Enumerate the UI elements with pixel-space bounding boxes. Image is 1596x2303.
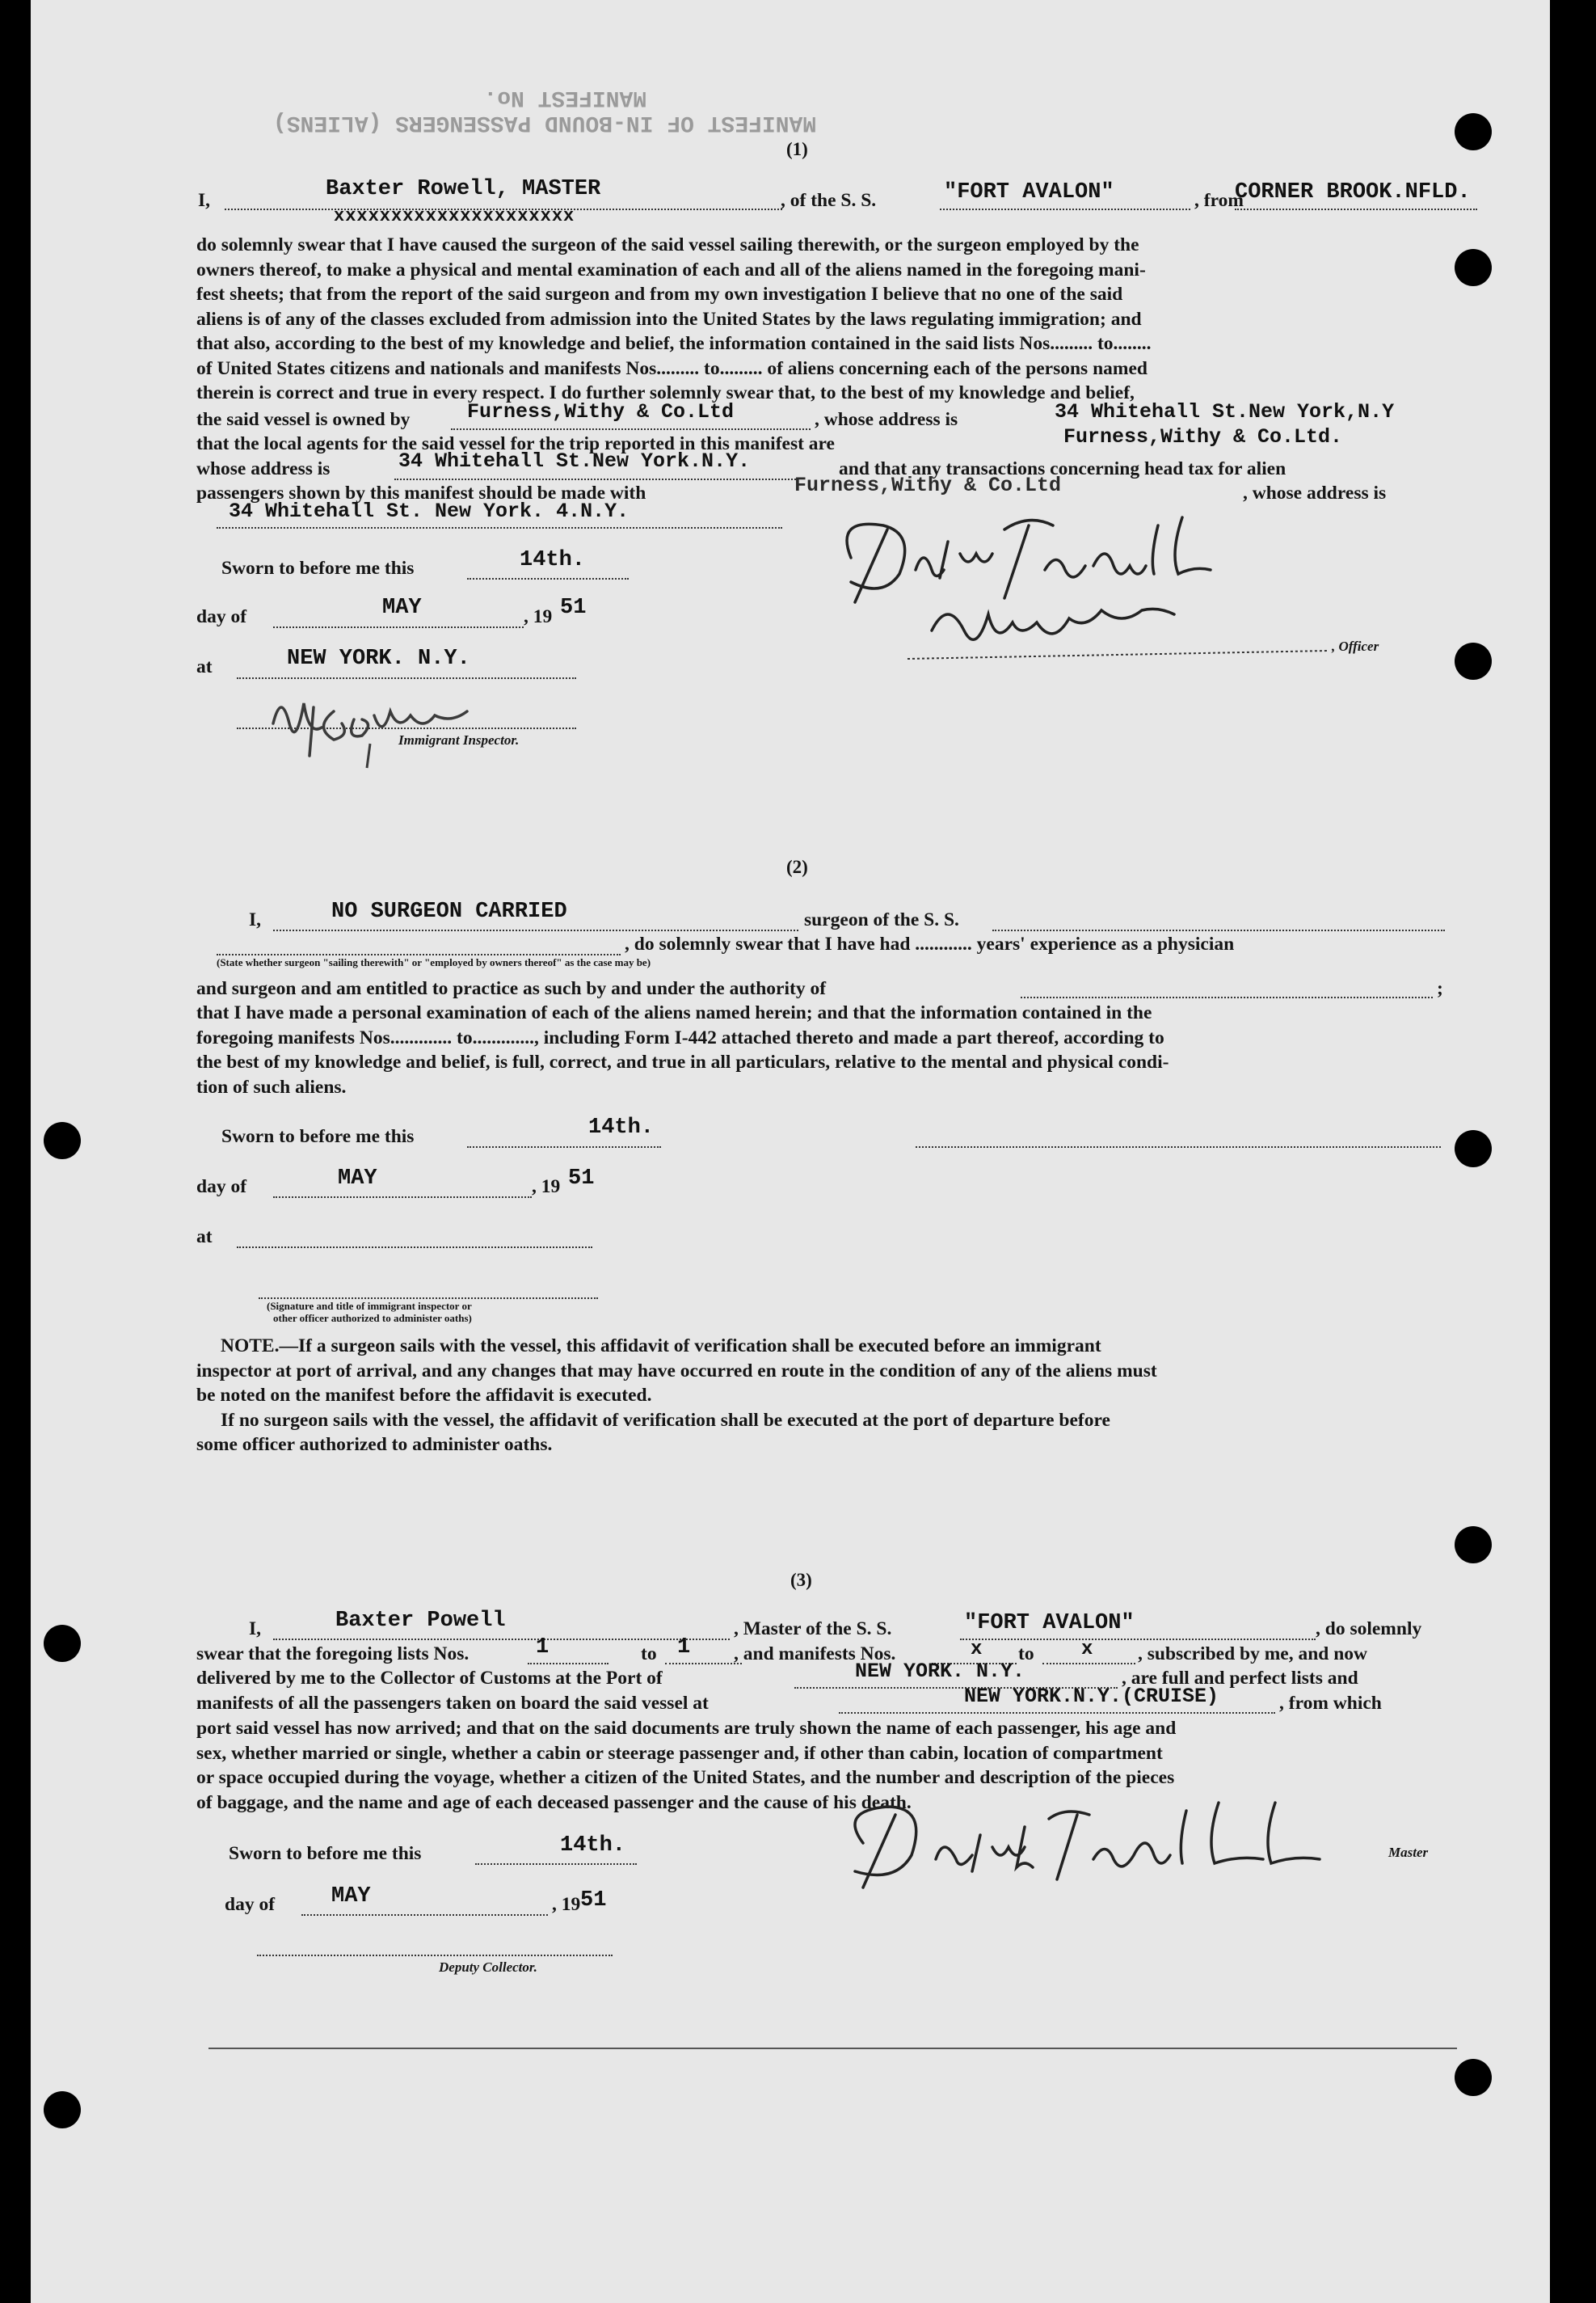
s1-port-line	[1235, 209, 1477, 210]
punch-hole	[1455, 643, 1492, 680]
s1-agents-pre: that the local agents for the said vessel for the trip reported in this manifest are	[196, 433, 835, 454]
master-signature	[786, 493, 1400, 679]
s3-year: 51	[580, 1888, 607, 1913]
s3-manifests-post: , from which	[1279, 1693, 1382, 1714]
s3-line: port said vessel has now arrived; and that on the said documents are truly shown the name of each passenger, his age and	[196, 1718, 1177, 1739]
s2-authority: and surgeon and am entitled to practice as such by and under the authority of	[196, 978, 827, 999]
s2-state-line	[217, 954, 621, 955]
s1-owned-pre: the said vessel is owned by	[196, 409, 411, 430]
s3-master-label: Master	[1388, 1845, 1429, 1860]
s3-name: Baxter Powell	[335, 1609, 506, 1633]
s2-line: the best of my knowledge and belief, is full, correct, and true in all particulars, relative to the mental and physical condi-	[196, 1052, 1169, 1073]
s3-sworn-day: 14th.	[560, 1833, 626, 1858]
s1-agents-addr-post: and that any transactions concerning head tax for alien	[839, 458, 1286, 479]
punch-hole	[1455, 113, 1492, 150]
s3-man-to-line	[1042, 1663, 1135, 1664]
s1-inspector-label: Immigrant Inspector.	[398, 732, 520, 748]
s3-swear-pre: swear that the foregoing lists Nos.	[196, 1643, 470, 1664]
s1-owner-address: 34 Whitehall St.New York,N.Y	[1055, 400, 1395, 424]
s2-year-prefix: , 19	[532, 1176, 561, 1197]
s2-sig-note-1: (Signature and title of immigrant inspector or	[267, 1300, 472, 1312]
s2-inspector-line	[259, 1297, 598, 1299]
section-3-number: (3)	[790, 1570, 812, 1590]
s2-line: that I have made a personal examination of each of the aliens named herein; and that the information contained in the	[196, 1002, 1152, 1023]
s1-at: at	[196, 656, 213, 677]
s3-delivered-pre: delivered by me to the Collector of Customs at the Port of	[196, 1668, 663, 1689]
s3-deputy-label: Deputy Collector.	[439, 1959, 537, 1975]
s1-owner: Furness,Withy & Co.Ltd	[467, 400, 735, 424]
s1-from: , from	[1194, 190, 1244, 211]
s3-ship: "FORT AVALON"	[964, 1611, 1135, 1635]
s2-state-note: (State whether surgeon "sailing therewith" or "employed by owners thereof" as the case may be)	[217, 956, 651, 968]
s2-ship-line	[992, 930, 1445, 931]
s1-of-ss: , of the S. S.	[781, 190, 877, 211]
s2-surgeon-line	[273, 930, 798, 931]
master-signature-2	[806, 1778, 1421, 1916]
s3-manifests-pre: manifests of all the passengers taken on board the said vessel at	[196, 1693, 709, 1714]
s2-at: at	[196, 1226, 213, 1247]
s1-agents: Furness,Withy & Co.Ltd.	[1063, 425, 1343, 449]
s2-month-line	[273, 1196, 532, 1198]
s2-authority-line	[1021, 997, 1433, 998]
s1-month-line	[273, 626, 524, 628]
s2-signature-line	[916, 1146, 1441, 1148]
manifest-affidavit-page	[31, 0, 1550, 2303]
s1-port: CORNER BROOK.NFLD.	[1235, 180, 1471, 205]
s1-ship-line	[940, 209, 1190, 210]
note-line: be noted on the manifest before the affidavit is executed.	[196, 1385, 652, 1406]
punch-hole	[1455, 249, 1492, 286]
section-1-number: (1)	[786, 139, 808, 159]
s1-line: of United States citizens and nationals and manifests Nos......... to......... of aliens concerning each of the persons named	[196, 357, 1148, 379]
punch-hole	[1455, 2059, 1492, 2096]
s3-line: of baggage, and the name and age of each deceased passenger and the cause of his death.	[196, 1791, 912, 1813]
s1-line: do solemnly swear that I have caused the surgeon of the said vessel sailing therewith, or the surgeon employed by the	[196, 234, 1139, 255]
punch-hole	[1455, 1526, 1492, 1563]
s1-sworn-line	[467, 578, 629, 580]
s1-headtax-agent: Furness,Withy & Co.Ltd	[794, 474, 1062, 497]
s1-body-text	[196, 234, 1457, 407]
s1-passengers-pre: passengers shown by this manifest should be made with	[196, 483, 646, 504]
note-line: some officer authorized to administer oaths.	[196, 1434, 553, 1455]
s2-surgeon: NO SURGEON CARRIED	[331, 900, 567, 924]
s3-line: or space occupied during the voyage, whether a citizen of the United States, and the number and description of the pieces	[196, 1767, 1175, 1788]
s3-man-to: x	[1081, 1639, 1093, 1660]
note-line: inspector at port of arrival, and any changes that may have occurred en route in the condition of any of the aliens must	[196, 1360, 1157, 1381]
s3-port: NEW YORK. N.Y.	[855, 1660, 1025, 1683]
s3-to-1: to	[641, 1643, 657, 1664]
s3-do-solemnly: , do solemnly	[1316, 1618, 1422, 1639]
s1-agents-address: 34 Whitehall St.New York.N.Y.	[398, 449, 751, 473]
s1-day-of: day of	[196, 606, 247, 627]
s3-and-manifests: , and manifests Nos.	[734, 1643, 896, 1664]
s1-sworn: Sworn to before me this	[221, 558, 415, 579]
s2-I: I,	[249, 909, 262, 930]
punch-hole	[44, 1122, 81, 1159]
s2-sig-note-2: other officer authorized to administer oaths)	[273, 1312, 472, 1324]
s1-whose-address: , whose address is	[815, 409, 958, 430]
s3-sworn: Sworn to before me this	[229, 1843, 422, 1864]
s2-swear: , do solemnly swear that I have had ............ years' experience as a physician	[625, 934, 1235, 955]
s1-sworn-day: 14th.	[520, 548, 586, 572]
s1-passengers-post: , whose address is	[1243, 483, 1387, 504]
s1-line: aliens is of any of the classes excluded from admission into the United States by the laws regulating immigration; and	[196, 308, 1142, 330]
s1-headtax-address-line	[217, 527, 782, 529]
s3-man-from: x	[971, 1639, 983, 1660]
s1-line: owners thereof, to make a physical and mental examination of each and all of the aliens named in the foregoing mani-	[196, 259, 1146, 280]
s3-master-of: , Master of the S. S.	[734, 1618, 892, 1639]
s2-sworn-line	[467, 1146, 661, 1148]
s3-name-line	[273, 1639, 730, 1640]
s1-line: that also, according to the best of my knowledge and belief, the information contained in the said lists Nos......... to........	[196, 333, 1152, 354]
s2-line: foregoing manifests Nos............. to............., including Form I-442 attached thereto and made a part thereof, according to	[196, 1027, 1164, 1048]
s3-deputy-line	[257, 1955, 613, 1956]
s3-year-prefix: , 19	[552, 1894, 581, 1915]
s2-month: MAY	[338, 1166, 377, 1191]
s1-year: 51	[560, 596, 587, 620]
s2-place-line	[237, 1246, 592, 1248]
s1-agents-address-line	[394, 479, 798, 480]
s1-struck-text: xxxxxxxxxxxxxxxxxxxxx	[334, 206, 575, 226]
s3-list-to: 1	[677, 1635, 691, 1660]
s1-headtax-address: 34 Whitehall St. New York. 4.N.Y.	[229, 500, 630, 523]
s1-place: NEW YORK. N.Y.	[287, 647, 470, 671]
punch-hole	[44, 1625, 81, 1662]
s3-to-2: to	[1018, 1643, 1034, 1664]
inspector-signature	[257, 675, 499, 772]
s2-sworn: Sworn to before me this	[221, 1126, 415, 1147]
s3-day-of: day of	[225, 1894, 276, 1915]
s1-line: fest sheets; that from the report of the said surgeon and from my own investigation I believe that no one of the said	[196, 284, 1123, 305]
s3-subscribed: , subscribed by me, and now	[1138, 1643, 1368, 1664]
s3-month-line	[301, 1914, 548, 1916]
s2-line: tion of such aliens.	[196, 1076, 347, 1098]
note-line: NOTE.—If a surgeon sails with the vessel, this affidavit of verification shall be executed before an immigrant	[221, 1335, 1101, 1356]
stamp-line-1: MANIFEST No.	[483, 85, 647, 110]
s1-month: MAY	[382, 596, 422, 620]
s3-delivered-post: , are full and perfect lists and	[1122, 1668, 1358, 1689]
punch-hole	[1455, 1130, 1492, 1167]
note-line: If no surgeon sails with the vessel, the affidavit of verification shall be executed at the port of departure before	[221, 1409, 1110, 1431]
s1-owner-line	[451, 428, 811, 430]
s3-I: I,	[249, 1618, 262, 1639]
s1-ship-name: "FORT AVALON"	[944, 180, 1114, 205]
stamp-line-2: MANIFEST OF IN-BOUND PASSENGERS (ALIENS)	[273, 110, 817, 135]
s2-note	[196, 1335, 1457, 1459]
s3-list-from-line	[528, 1663, 609, 1664]
s3-ship-line	[960, 1639, 1316, 1640]
s3-list-from: 1	[536, 1635, 550, 1660]
s1-agents-addr-pre: whose address is	[196, 458, 331, 479]
s3-list-to-line	[665, 1663, 742, 1664]
s2-year: 51	[568, 1166, 595, 1191]
s2-authority-semicolon: ;	[1437, 978, 1443, 999]
s3-month: MAY	[331, 1884, 371, 1909]
s3-boarded: NEW YORK.N.Y.(CRUISE)	[964, 1685, 1219, 1708]
s2-body-text	[196, 1002, 1457, 1101]
s3-line: sex, whether married or single, whether a cabin or steerage passenger and, if other than cabin, location of compartment	[196, 1742, 1163, 1764]
s2-surgeon-of: surgeon of the S. S.	[804, 909, 959, 930]
s3-boarded-line	[839, 1712, 1275, 1714]
s2-day-of: day of	[196, 1176, 247, 1197]
s1-master-name: Baxter Rowell, MASTER	[326, 177, 601, 201]
punch-hole	[44, 2091, 81, 2128]
s1-line: therein is correct and true in every respect. I do further solemnly swear that, to the best of my knowledge and belief,	[196, 382, 1135, 403]
s1-I: I,	[198, 190, 211, 211]
s1-officer-label: , Officer	[1332, 639, 1379, 654]
s2-sworn-day: 14th.	[588, 1116, 655, 1140]
bleed-through-stamp	[273, 85, 816, 135]
s1-year-prefix: , 19	[524, 606, 553, 627]
section-2-number: (2)	[786, 857, 808, 877]
s3-sworn-line	[475, 1863, 637, 1865]
bottom-rule	[208, 2048, 1457, 2049]
